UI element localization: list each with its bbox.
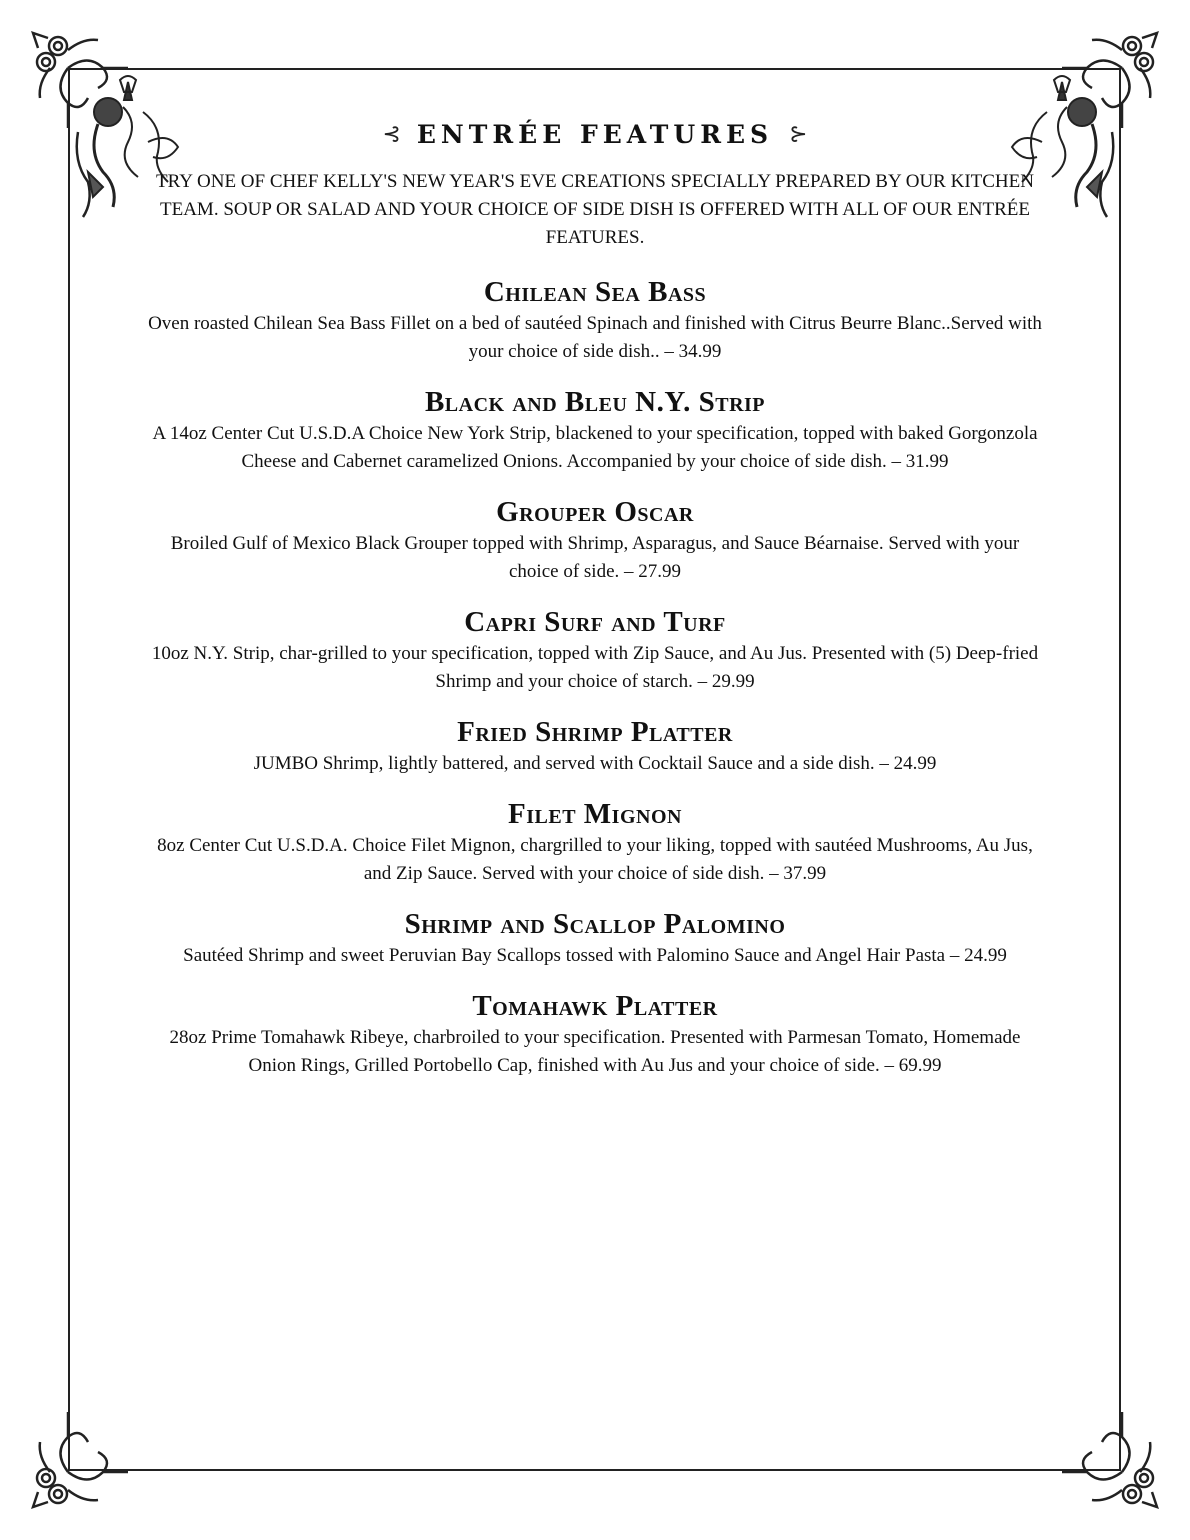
menu-header: [145, 112, 1045, 156]
flourish-left-icon: ⊰: [382, 121, 401, 147]
menu-item-description: Broiled Gulf of Mexico Black Grouper topped with Shrimp, Asparagus, and Sauce Béarnaise. Served with your choice of side. – 27.99: [170, 533, 1020, 582]
menu-item-title: Shrimp and Scallop Palomino: [404, 908, 786, 940]
page-title: ENTRÉE FEATURES: [416, 119, 774, 149]
ornate-corner-bottom-right-icon: [1037, 1387, 1162, 1512]
menu-item: [145, 274, 1045, 366]
flourish-right-icon: ⊱: [789, 121, 808, 147]
menu-item-title: Filet Mignon: [508, 798, 682, 830]
menu-item: [145, 604, 1045, 696]
ornate-corner-bottom-left-icon: [28, 1387, 153, 1512]
menu-item-description: Sautéed Shrimp and sweet Peruvian Bay Scallops tossed with Palomino Sauce and Angel Hair Pasta – 24.99: [183, 945, 1007, 966]
menu-item-description: 10oz N.Y. Strip, char-grilled to your specification, topped with Zip Sauce, and Au Jus. Presented with (5) Deep-fried Shrimp and your choice of starch. – 29.99: [151, 643, 1039, 692]
menu-item: [145, 796, 1045, 888]
menu-item-title: Chilean Sea Bass: [483, 276, 707, 308]
menu-content: [145, 112, 1045, 1098]
menu-item-title: Fried Shrimp Platter: [457, 716, 733, 748]
menu-items-list: [145, 274, 1045, 1080]
menu-item-title: Grouper Oscar: [496, 496, 694, 528]
menu-item-title: Capri Surf and Turf: [464, 606, 726, 638]
menu-item: [145, 384, 1045, 476]
menu-item-description: 8oz Center Cut U.S.D.A. Choice Filet Mignon, chargrilled to your liking, topped with sautéed Mushrooms, Au Jus, and Zip Sauce. Served with your choice of side dish. – 37.99: [157, 835, 1033, 884]
menu-item-description: Oven roasted Chilean Sea Bass Fillet on a bed of sautéed Spinach and finished with Citrus Beurre Blanc..Served with your choice of side dish.. – 34.99: [148, 313, 1042, 362]
menu-item-title: Black and Bleu N.Y. Strip: [424, 386, 766, 418]
menu-item: [145, 494, 1045, 586]
intro-text: TRY ONE OF CHEF KELLY'S NEW YEAR'S EVE CREATIONS SPECIALLY PREPARED BY OUR KITCHEN TEAM. SOUP OR SALAD AND YOUR CHOICE OF SIDE DISH IS OFFERED WITH ALL OF OUR ENTRÉE FEATURES.: [156, 171, 1034, 248]
menu-item: [145, 714, 1045, 778]
menu-item-description: JUMBO Shrimp, lightly battered, and served with Cocktail Sauce and a side dish. – 24.99: [253, 753, 937, 774]
menu-item-description: 28oz Prime Tomahawk Ribeye, charbroiled to your specification. Presented with Parmesan Tomato, Homemade Onion Rings, Grilled Portobello Cap, finished with Au Jus and your choice of side. – 69.99: [169, 1027, 1021, 1076]
menu-item-description: A 14oz Center Cut U.S.D.A Choice New York Strip, blackened to your specification, topped with baked Gorgonzola Cheese and Cabernet caramelized Onions. Accompanied by your choice of side dish. – 31.99: [152, 423, 1038, 472]
menu-item: [145, 906, 1045, 970]
menu-item-title: Tomahawk Platter: [472, 990, 718, 1022]
menu-item: [145, 988, 1045, 1080]
